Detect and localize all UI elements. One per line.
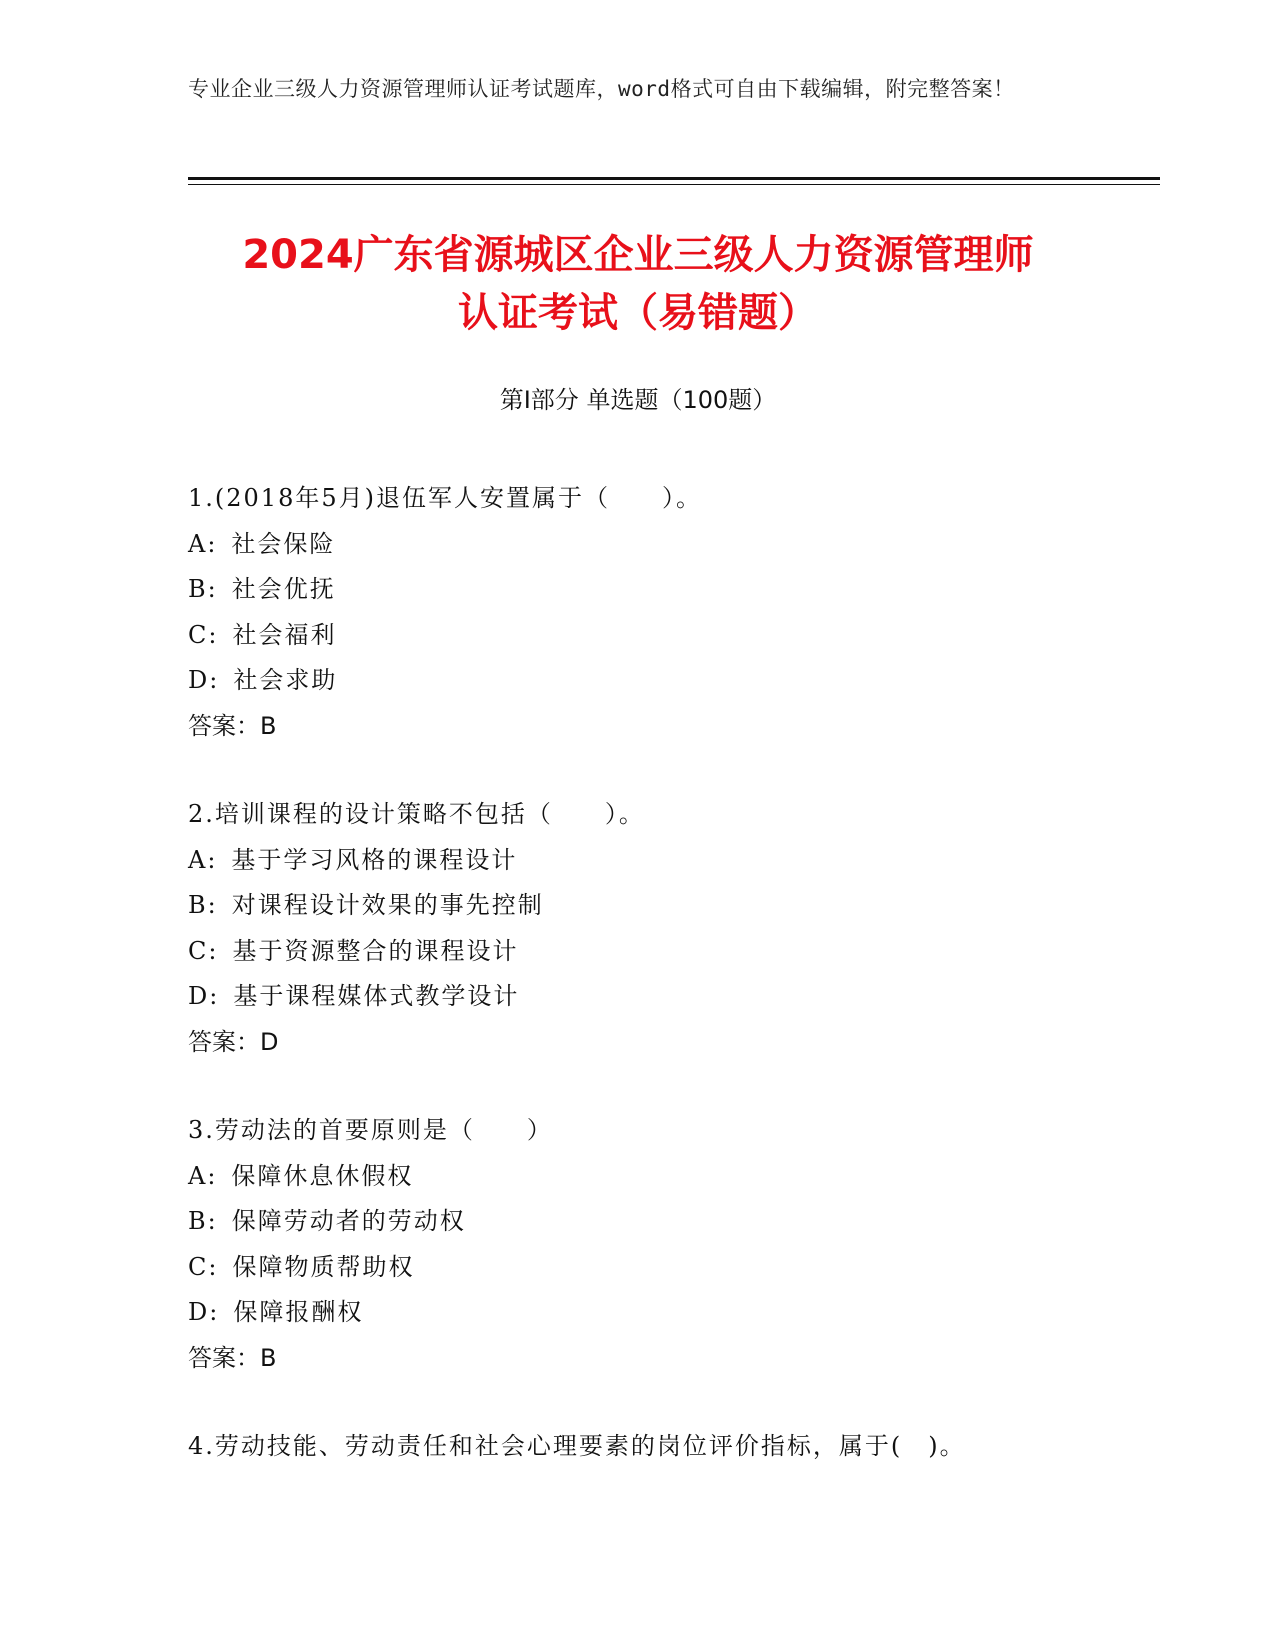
answer-label: 答案：B [188,1343,277,1372]
option-text: 保障物质帮助权 [232,1252,415,1281]
option-d [188,658,1148,704]
option-letter: C: [188,1252,219,1281]
option-text: 保障劳动者的劳动权 [231,1207,466,1235]
header-note: 专业企业三级人力资源管理师认证考试题库，word格式可自由下载编辑，附完整答案！ [188,77,1015,101]
option-letter: D: [188,982,220,1010]
option-letter: A: [188,529,218,558]
header-rule-thick [188,177,1160,180]
option-letter: A: [188,1161,218,1190]
option-letter: B: [188,575,218,603]
option-text: 社会优抚 [231,575,336,603]
option-text: 基于资源整合的课程设计 [232,936,519,965]
option-text: 基于学习风格的课程设计 [231,845,518,874]
option-d [188,1290,1148,1336]
option-b [188,567,1148,613]
option-letter: C: [188,936,219,965]
title-line-1: 2024广东省源城区企业三级人力资源管理师 [242,232,1034,278]
option-text: 保障报酬权 [233,1298,364,1326]
option-b [188,883,1148,929]
document-title [188,226,1088,342]
question-2 [188,792,1148,1065]
option-letter: B: [188,891,218,919]
header-rule-thin [188,184,1160,185]
option-text: 基于课程媒体式教学设计 [233,982,520,1010]
option-c [188,929,1148,975]
question-stem: 1.(2018年5月)退伍军人安置属于（ ）。 [188,484,702,512]
option-c [188,613,1148,659]
question-stem: 2.培训课程的设计策略不包括（ ）。 [188,800,645,828]
option-a [188,838,1148,884]
option-text: 社会福利 [232,620,337,649]
option-b [188,1199,1148,1245]
option-c [188,1245,1148,1291]
section-heading: 第I部分 单选题（100题） [499,386,777,414]
question-4 [188,1424,1148,1470]
option-text: 社会求助 [233,666,338,694]
answer-label: 答案：D [188,1027,279,1056]
option-letter: D: [188,1298,220,1326]
option-text: 对课程设计效果的事先控制 [231,891,544,919]
option-letter: C: [188,620,219,649]
option-letter: D: [188,666,220,694]
option-text: 社会保险 [231,529,336,558]
question-stem: 3.劳动法的首要原则是（ ） [188,1116,553,1144]
title-line-2: 认证考试（易错题） [458,290,818,336]
option-a [188,1154,1148,1200]
question-list [188,476,1148,1513]
option-a [188,522,1148,568]
option-text: 保障休息休假权 [231,1161,414,1190]
option-letter: A: [188,845,218,874]
question-3 [188,1108,1148,1381]
option-d [188,974,1148,1020]
option-letter: B: [188,1207,218,1235]
question-1 [188,476,1148,749]
question-stem: 4.劳动技能、劳动责任和社会心理要素的岗位评价指标，属于( )。 [188,1432,966,1460]
answer-label: 答案：B [188,711,277,740]
